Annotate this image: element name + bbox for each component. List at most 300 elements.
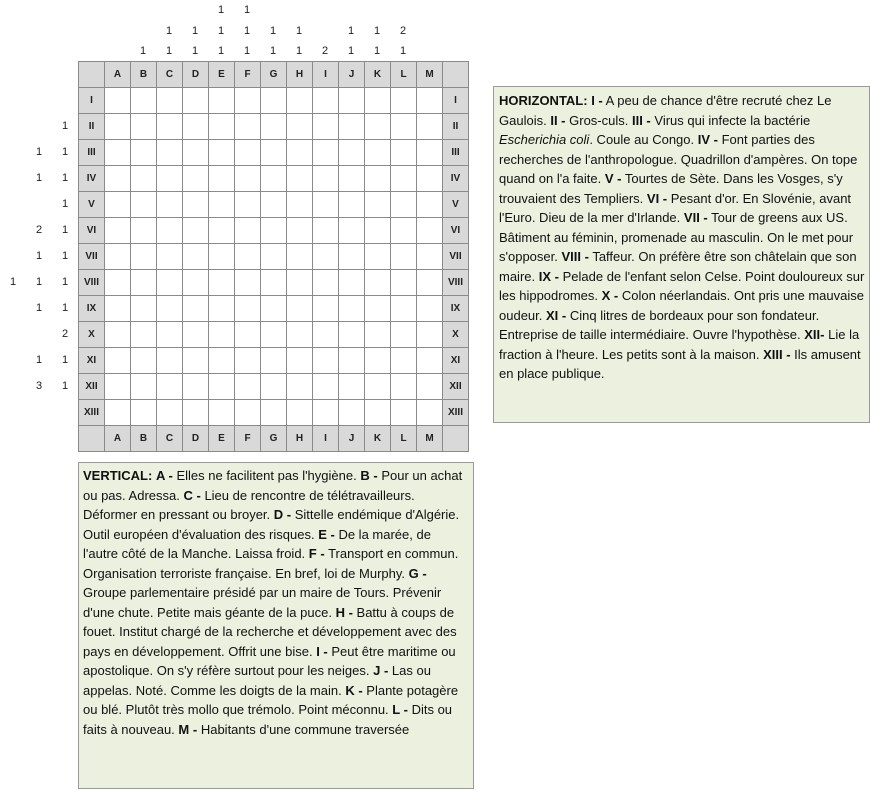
- grid-cell[interactable]: [365, 400, 391, 426]
- grid-cell[interactable]: [183, 296, 209, 322]
- grid-cell[interactable]: [261, 348, 287, 374]
- grid-cell[interactable]: [365, 192, 391, 218]
- grid-cell[interactable]: [209, 322, 235, 348]
- column-header-h: H: [287, 62, 313, 88]
- grid-cell[interactable]: [287, 348, 313, 374]
- grid-cell[interactable]: [157, 348, 183, 374]
- grid-cell[interactable]: [105, 296, 131, 322]
- grid-cell[interactable]: [131, 400, 157, 426]
- vertical-clue-label: K -: [345, 682, 363, 698]
- grid-cell[interactable]: [261, 374, 287, 400]
- grid-cell[interactable]: [261, 192, 287, 218]
- grid-cell[interactable]: [235, 244, 261, 270]
- column-header-i: I: [313, 426, 339, 452]
- grid-cell[interactable]: [235, 166, 261, 192]
- grid-cell[interactable]: [235, 348, 261, 374]
- grid-cell[interactable]: [287, 322, 313, 348]
- grid-cell[interactable]: [339, 322, 365, 348]
- vertical-clue-label: G -: [408, 565, 427, 581]
- grid-cell[interactable]: [157, 270, 183, 296]
- grid-cell[interactable]: [157, 400, 183, 426]
- grid-cell[interactable]: [391, 192, 417, 218]
- column-header-b: B: [131, 62, 157, 88]
- grid-cell[interactable]: [339, 244, 365, 270]
- grid-cell[interactable]: [261, 88, 287, 114]
- grid-cell[interactable]: [235, 88, 261, 114]
- grid-cell[interactable]: [157, 114, 183, 140]
- grid-cell[interactable]: [235, 140, 261, 166]
- grid-cell[interactable]: [339, 140, 365, 166]
- grid-cell[interactable]: [339, 400, 365, 426]
- row-clue-number: 1: [9, 276, 17, 288]
- row-header-x: X: [443, 322, 469, 348]
- grid-cell[interactable]: [287, 400, 313, 426]
- vertical-clue-text: Dits ou faits à nouveau.: [83, 702, 453, 737]
- vertical-clue-text: Las ou appelas. Noté. Comme les doigts de la main.: [83, 663, 431, 698]
- row-header-xi: XI: [79, 348, 105, 374]
- row-header-viii: VIII: [443, 270, 469, 296]
- row-clue-number: 1: [35, 302, 43, 314]
- grid-cell[interactable]: [131, 166, 157, 192]
- row-clue-number: 1: [35, 354, 43, 366]
- row-header-iii: III: [443, 140, 469, 166]
- column-header-b: B: [131, 426, 157, 452]
- horizontal-clue-italic: Escherichia coli: [499, 132, 590, 147]
- grid-cell[interactable]: [183, 88, 209, 114]
- vertical-clue-text: Peut être maritime ou apostolique. On s'y réfère surtout pour les neiges.: [83, 643, 456, 678]
- grid-cell[interactable]: [313, 192, 339, 218]
- column-header-e: E: [209, 426, 235, 452]
- grid-cell[interactable]: [157, 192, 183, 218]
- row-header-vii: VII: [79, 244, 105, 270]
- grid-cell[interactable]: [131, 88, 157, 114]
- grid-cell[interactable]: [105, 322, 131, 348]
- grid-cell[interactable]: [261, 218, 287, 244]
- grid-cell[interactable]: [261, 322, 287, 348]
- horizontal-clue-label: IX -: [538, 268, 559, 284]
- grid-cell[interactable]: [417, 192, 443, 218]
- vertical-clue-label: A -: [155, 468, 173, 483]
- grid-cell[interactable]: [339, 296, 365, 322]
- horizontal-clue-text: Gros-culs.: [569, 112, 629, 128]
- grid-cell[interactable]: [209, 296, 235, 322]
- grid-cell[interactable]: [287, 140, 313, 166]
- horizontal-clue-text: Tour de greens aux US. Bâtiment au féminin, promenade au masculin. On le met pour s'opposer.: [499, 210, 854, 264]
- row-clue-number: 1: [61, 380, 69, 392]
- grid-corner: [443, 426, 469, 452]
- grid-cell[interactable]: [105, 192, 131, 218]
- row-header-viii: VIII: [79, 270, 105, 296]
- grid-cell[interactable]: [417, 166, 443, 192]
- vertical-clue-label: H -: [335, 604, 353, 620]
- grid-cell[interactable]: [235, 400, 261, 426]
- grid-cell[interactable]: [417, 218, 443, 244]
- horizontal-clue-label: II -: [550, 112, 566, 128]
- grid-cell[interactable]: [157, 88, 183, 114]
- grid-cell[interactable]: [105, 218, 131, 244]
- horizontal-clue-text: Pesant d'or. En Slovénie, avant l'Euro. Dieu de la mer d'Irlande.: [499, 190, 852, 225]
- column-header-f: F: [235, 62, 261, 88]
- column-clue-number: 1: [347, 45, 355, 57]
- grid-cell[interactable]: [235, 114, 261, 140]
- grid-cell[interactable]: [209, 166, 235, 192]
- grid-cell[interactable]: [157, 322, 183, 348]
- column-header-d: D: [183, 62, 209, 88]
- column-header-j: J: [339, 62, 365, 88]
- grid-cell[interactable]: [209, 88, 235, 114]
- column-clue-number: 1: [243, 45, 251, 57]
- row-clue-number: 1: [61, 250, 69, 262]
- grid-cell[interactable]: [365, 166, 391, 192]
- vertical-clue-text: Elles ne facilitent pas l'hygiène.: [176, 468, 357, 483]
- grid-cell[interactable]: [287, 296, 313, 322]
- grid-cell[interactable]: [183, 192, 209, 218]
- column-header-g: G: [261, 426, 287, 452]
- horizontal-clue-text: Virus qui infecte la bactérie: [654, 112, 811, 128]
- vertical-clue-label: D -: [273, 507, 292, 522]
- horizontal-clue-text: Ils amusent en place publique.: [499, 346, 861, 381]
- grid-cell[interactable]: [391, 348, 417, 374]
- vertical-clue-label: M -: [178, 721, 198, 737]
- grid-cell[interactable]: [105, 114, 131, 140]
- grid-cell[interactable]: [209, 192, 235, 218]
- grid-cell[interactable]: [417, 140, 443, 166]
- horizontal-clue-label: X -: [601, 288, 619, 303]
- grid-cell[interactable]: [209, 400, 235, 426]
- grid-cell[interactable]: [183, 218, 209, 244]
- column-header-i: I: [313, 62, 339, 88]
- grid-cell[interactable]: [391, 374, 417, 400]
- vertical-clue-text: Sittelle endémique d'Algérie. Outil européen d'évaluation des risques.: [83, 507, 460, 542]
- row-clue-number: 1: [35, 276, 43, 288]
- grid-cell[interactable]: [365, 348, 391, 374]
- grid-cell[interactable]: [339, 218, 365, 244]
- row-header-iv: IV: [79, 166, 105, 192]
- grid-cell[interactable]: [209, 348, 235, 374]
- grid-cell[interactable]: [131, 244, 157, 270]
- grid-cell[interactable]: [339, 166, 365, 192]
- vertical-clue-label: F -: [308, 546, 325, 561]
- row-clue-number: 1: [61, 172, 69, 184]
- column-clue-number: 1: [191, 45, 199, 57]
- grid-cell[interactable]: [313, 348, 339, 374]
- horizontal-clues-panel: [493, 86, 870, 423]
- grid-cell[interactable]: [417, 88, 443, 114]
- column-header-h: H: [287, 426, 313, 452]
- grid-cell[interactable]: [209, 374, 235, 400]
- column-header-l: L: [391, 426, 417, 452]
- column-clue-number: 1: [243, 25, 251, 37]
- row-header-ix: IX: [79, 296, 105, 322]
- grid-cell[interactable]: [365, 296, 391, 322]
- grid-cell[interactable]: [417, 244, 443, 270]
- row-header-ii: II: [443, 114, 469, 140]
- grid-cell[interactable]: [209, 114, 235, 140]
- grid-cell[interactable]: [235, 218, 261, 244]
- column-clue-number: 1: [243, 4, 251, 16]
- row-clue-number: 2: [61, 328, 69, 340]
- grid-cell[interactable]: [105, 244, 131, 270]
- column-clue-number: 1: [217, 25, 225, 37]
- grid-cell[interactable]: [157, 166, 183, 192]
- grid-cell[interactable]: [339, 114, 365, 140]
- grid-cell[interactable]: [183, 348, 209, 374]
- grid-cell[interactable]: [157, 140, 183, 166]
- grid-cell[interactable]: [157, 244, 183, 270]
- vertical-clue-text: Battu à coups de fouet. Institut chargé de la recherche et développement avec des pays en développement. Offrit une bise.: [83, 604, 457, 659]
- grid-cell[interactable]: [105, 348, 131, 374]
- row-header-iii: III: [79, 140, 105, 166]
- horizontal-clue-label: VIII -: [561, 249, 589, 264]
- grid-cell[interactable]: [261, 296, 287, 322]
- grid-cell[interactable]: [339, 374, 365, 400]
- grid-cell[interactable]: [157, 296, 183, 322]
- grid-cell[interactable]: [287, 88, 313, 114]
- grid-cell[interactable]: [313, 166, 339, 192]
- vertical-clue-label: L -: [392, 702, 408, 717]
- horizontal-clue-label: VI -: [646, 190, 668, 206]
- grid-cell[interactable]: [235, 374, 261, 400]
- grid-cell[interactable]: [313, 88, 339, 114]
- column-header-m: M: [417, 426, 443, 452]
- horizontal-clue-text: Lie la fraction à l'heure. Les petits sont à la maison.: [499, 327, 860, 362]
- column-header-d: D: [183, 426, 209, 452]
- column-clue-number: 1: [191, 25, 199, 37]
- grid-cell[interactable]: [131, 348, 157, 374]
- row-clue-number: 1: [61, 276, 69, 288]
- column-clue-number: 1: [399, 45, 407, 57]
- grid-cell[interactable]: [287, 218, 313, 244]
- grid-cell[interactable]: [391, 270, 417, 296]
- column-clue-number: 1: [165, 45, 173, 57]
- column-header-e: E: [209, 62, 235, 88]
- row-clue-number: 1: [35, 250, 43, 262]
- grid-cell[interactable]: [391, 218, 417, 244]
- grid-cell[interactable]: [339, 192, 365, 218]
- column-clue-number: 1: [269, 45, 277, 57]
- grid-cell[interactable]: [105, 270, 131, 296]
- grid-cell[interactable]: [131, 114, 157, 140]
- row-header-ii: II: [79, 114, 105, 140]
- vertical-clue-label: B -: [360, 468, 378, 483]
- grid-cell[interactable]: [365, 270, 391, 296]
- grid-cell[interactable]: [105, 166, 131, 192]
- grid-cell[interactable]: [313, 218, 339, 244]
- vertical-clues-panel: [78, 462, 474, 789]
- grid-cell[interactable]: [417, 348, 443, 374]
- grid-cell[interactable]: [391, 400, 417, 426]
- row-header-vi: VI: [79, 218, 105, 244]
- grid-cell[interactable]: [391, 140, 417, 166]
- grid-cell[interactable]: [313, 114, 339, 140]
- grid-cell[interactable]: [365, 374, 391, 400]
- column-header-m: M: [417, 62, 443, 88]
- grid-cell[interactable]: [339, 348, 365, 374]
- horizontal-clue-label: IV -: [697, 132, 718, 147]
- column-header-k: K: [365, 426, 391, 452]
- grid-cell[interactable]: [261, 270, 287, 296]
- grid-cell[interactable]: [209, 244, 235, 270]
- row-header-x: X: [79, 322, 105, 348]
- vertical-clue-text: Groupe parlementaire présidé par un maire de Tours. Prévenir d'une chute. Petite mais géante de la puce.: [83, 585, 442, 620]
- row-clue-number: 1: [61, 146, 69, 158]
- grid-cell[interactable]: [131, 296, 157, 322]
- grid-cell[interactable]: [339, 88, 365, 114]
- grid-cell[interactable]: [131, 140, 157, 166]
- column-clue-number: 2: [399, 25, 407, 37]
- grid-cell[interactable]: [391, 166, 417, 192]
- grid-cell[interactable]: [261, 114, 287, 140]
- grid-cell[interactable]: [261, 400, 287, 426]
- grid-cell[interactable]: [417, 322, 443, 348]
- grid-cell[interactable]: [183, 244, 209, 270]
- row-clue-number: 2: [35, 224, 43, 236]
- grid-corner: [443, 62, 469, 88]
- grid-cell[interactable]: [313, 322, 339, 348]
- grid-cell[interactable]: [235, 296, 261, 322]
- grid-cell[interactable]: [105, 400, 131, 426]
- vertical-clue-text: Transport en commun. Organisation terroriste française. En bref, loi de Murphy.: [83, 546, 459, 581]
- grid-cell[interactable]: [183, 140, 209, 166]
- grid-corner: [79, 426, 105, 452]
- grid-cell[interactable]: [209, 140, 235, 166]
- grid-cell[interactable]: [417, 374, 443, 400]
- grid-cell[interactable]: [209, 270, 235, 296]
- row-clue-number: 1: [61, 198, 69, 210]
- horizontal-clue-text: Tourtes de Sète. Dans les Vosges, s'y trouvaient des Templiers.: [499, 171, 843, 206]
- grid-cell[interactable]: [183, 114, 209, 140]
- column-clue-number: 1: [269, 25, 277, 37]
- grid-cell[interactable]: [417, 400, 443, 426]
- grid-cell[interactable]: [183, 374, 209, 400]
- grid-cell[interactable]: [365, 140, 391, 166]
- grid-cell[interactable]: [287, 244, 313, 270]
- grid-cell[interactable]: [391, 244, 417, 270]
- grid-cell[interactable]: [365, 218, 391, 244]
- grid-cell[interactable]: [131, 270, 157, 296]
- column-clue-number: 1: [217, 4, 225, 16]
- grid-cell[interactable]: [209, 218, 235, 244]
- horizontal-clue-label: V -: [604, 171, 622, 186]
- grid-cell[interactable]: [391, 322, 417, 348]
- row-clue-number: 1: [61, 302, 69, 314]
- grid-cell[interactable]: [313, 296, 339, 322]
- grid-cell[interactable]: [105, 140, 131, 166]
- grid-cell[interactable]: [287, 270, 313, 296]
- column-header-f: F: [235, 426, 261, 452]
- horizontal-clue-label: VII -: [683, 210, 708, 225]
- row-header-i: I: [443, 88, 469, 114]
- horizontal-clue-label: XIII -: [763, 346, 791, 362]
- row-header-xiii: XIII: [443, 400, 469, 426]
- row-clue-number: 1: [61, 224, 69, 236]
- grid-cell[interactable]: [261, 244, 287, 270]
- grid-cell[interactable]: [287, 192, 313, 218]
- column-clue-number: 2: [321, 45, 329, 57]
- horizontal-clue-text: A peu de chance d'être recruté chez Le Gaulois.: [499, 93, 832, 128]
- grid-cell[interactable]: [183, 322, 209, 348]
- column-header-c: C: [157, 426, 183, 452]
- grid-cell[interactable]: [313, 374, 339, 400]
- column-header-a: A: [105, 62, 131, 88]
- horizontal-clue-text: Font parties des recherches de l'anthropologue. Quadrillon d'ampères. On tope quand on l'a faite.: [499, 132, 858, 186]
- grid-cell[interactable]: [339, 270, 365, 296]
- vertical-heading: VERTICAL:: [83, 468, 153, 483]
- grid-cell[interactable]: [417, 296, 443, 322]
- grid-cell[interactable]: [105, 374, 131, 400]
- grid-cell[interactable]: [313, 244, 339, 270]
- grid-cell[interactable]: [391, 88, 417, 114]
- grid-cell[interactable]: [417, 114, 443, 140]
- horizontal-clue-text: Cinq litres de bordeaux pour son fondateur. Entreprise de taille intermédiaire. Ouvre l'hypothèse.: [499, 307, 820, 342]
- grid-cell[interactable]: [287, 166, 313, 192]
- grid-cell[interactable]: [157, 218, 183, 244]
- vertical-clue-text: De la marée, de l'autre côté de la Manche. Laissa froid.: [83, 526, 431, 561]
- horizontal-heading: HORIZONTAL:: [499, 93, 588, 108]
- row-header-v: V: [443, 192, 469, 218]
- column-header-l: L: [391, 62, 417, 88]
- grid-cell[interactable]: [261, 166, 287, 192]
- grid-cell[interactable]: [365, 244, 391, 270]
- grid-cell[interactable]: [157, 374, 183, 400]
- horizontal-clue-text: Pelade de l'enfant selon Celse. Point douloureux sur les hippodromes.: [499, 268, 865, 303]
- grid-corner: [79, 62, 105, 88]
- grid-cell[interactable]: [417, 270, 443, 296]
- grid-cell[interactable]: [235, 322, 261, 348]
- grid-cell[interactable]: [365, 114, 391, 140]
- vertical-clue-label: C -: [183, 487, 201, 503]
- grid-cell[interactable]: [183, 270, 209, 296]
- row-header-iv: IV: [443, 166, 469, 192]
- grid-cell[interactable]: [261, 140, 287, 166]
- grid-cell[interactable]: [131, 218, 157, 244]
- grid-cell[interactable]: [131, 322, 157, 348]
- grid-cell[interactable]: [365, 322, 391, 348]
- row-clue-number: 1: [61, 354, 69, 366]
- horizontal-clue-label: III -: [631, 112, 651, 128]
- row-clue-number: 3: [35, 380, 43, 392]
- grid-cell[interactable]: [183, 400, 209, 426]
- grid-cell[interactable]: [105, 88, 131, 114]
- grid-cell[interactable]: [313, 270, 339, 296]
- grid-cell[interactable]: [131, 192, 157, 218]
- column-clue-number: 1: [347, 25, 355, 37]
- grid-cell[interactable]: [365, 88, 391, 114]
- grid-cell[interactable]: [391, 296, 417, 322]
- grid-cell[interactable]: [183, 166, 209, 192]
- grid-cell[interactable]: [235, 192, 261, 218]
- grid-cell[interactable]: [313, 400, 339, 426]
- column-header-k: K: [365, 62, 391, 88]
- grid-cell[interactable]: [287, 114, 313, 140]
- column-clue-number: 1: [139, 45, 147, 57]
- grid-cell[interactable]: [313, 140, 339, 166]
- row-header-i: I: [79, 88, 105, 114]
- row-header-xiii: XIII: [79, 400, 105, 426]
- column-header-a: A: [105, 426, 131, 452]
- grid-cell[interactable]: [391, 114, 417, 140]
- horizontal-clue-label: XII-: [804, 327, 825, 342]
- grid-cell[interactable]: [287, 374, 313, 400]
- vertical-clue-text: Plante potagère ou blé. Plutôt très mollo que trémolo. Point méconnu.: [83, 682, 459, 717]
- column-clue-number: 1: [373, 25, 381, 37]
- horizontal-clue-label: XI -: [546, 307, 567, 323]
- vertical-clue-text: Pour un achat ou pas. Adressa.: [83, 468, 463, 503]
- column-header-g: G: [261, 62, 287, 88]
- horizontal-clue-text: Taffeur. On préfère être son châtelain que son maire.: [499, 249, 857, 284]
- grid-cell[interactable]: [131, 374, 157, 400]
- grid-cell[interactable]: [235, 270, 261, 296]
